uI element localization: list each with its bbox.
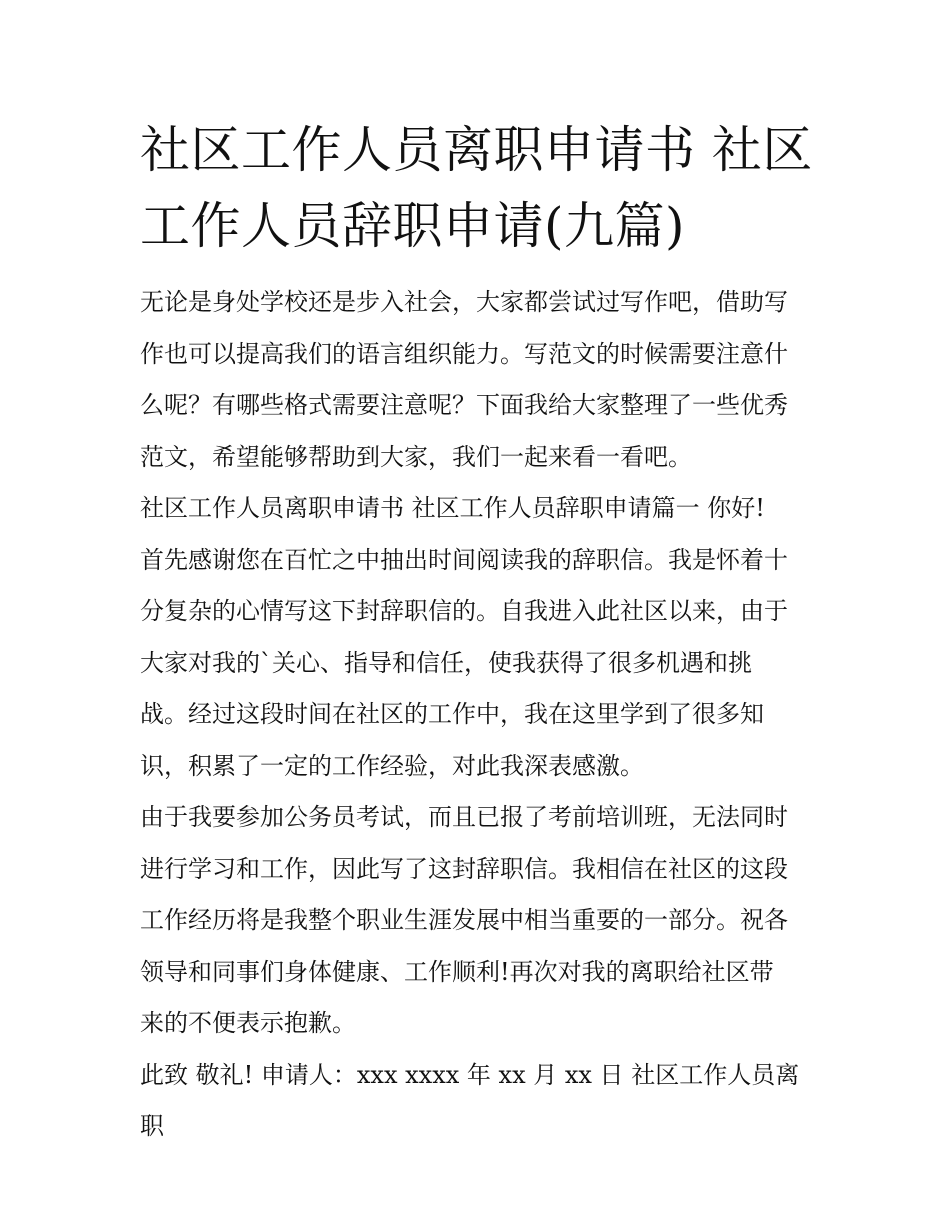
section-heading-paragraph: 社区工作人员离职申请书 社区工作人员辞职申请篇一 你好!	[140, 494, 765, 522]
gratitude-paragraph: 首先感谢您在百忙之中抽出时间阅读我的辞职信。我是怀着十 分复杂的心情写这下封辞职信的。自我进入此社区以来，由于 大家对我的`关心、指导和信任，使我获得了很多机遇和挑 战。经过这段时间在社区的工作中，我在这里学到了很多知 识，积累了一定的工作经验，对此我深表感激。	[140, 545, 788, 780]
document-title: 社区工作人员离职申请书 社区 工作人员辞职申请(九篇)	[140, 121, 813, 255]
closing-paragraph: 此致 敬礼! 申请人：xxx xxxx 年 xx 月 xx 日 社区工作人员离职	[140, 1060, 800, 1140]
reason-paragraph: 由于我要参加公务员考试，而且已报了考前培训班，无法同时 进行学习和工作，因此写了这封辞职信。我相信在社区的这段 工作经历将是我整个职业生涯发展中相当重要的一部分。祝各 领导和同事们身体健康、工作顺利!再次对我的离职给社区带 来的不便表示抱歉。	[140, 803, 788, 1037]
document-body	[140, 277, 820, 1153]
intro-paragraph: 无论是身处学校还是步入社会，大家都尝试过写作吧，借助写 作也可以提高我们的语言组织能力。写范文的时候需要注意什 么呢？有哪些格式需要注意呢？下面我给大家整理了一些优秀 范文，希望能够帮助到大家，我们一起来看一看吧。	[140, 288, 788, 471]
